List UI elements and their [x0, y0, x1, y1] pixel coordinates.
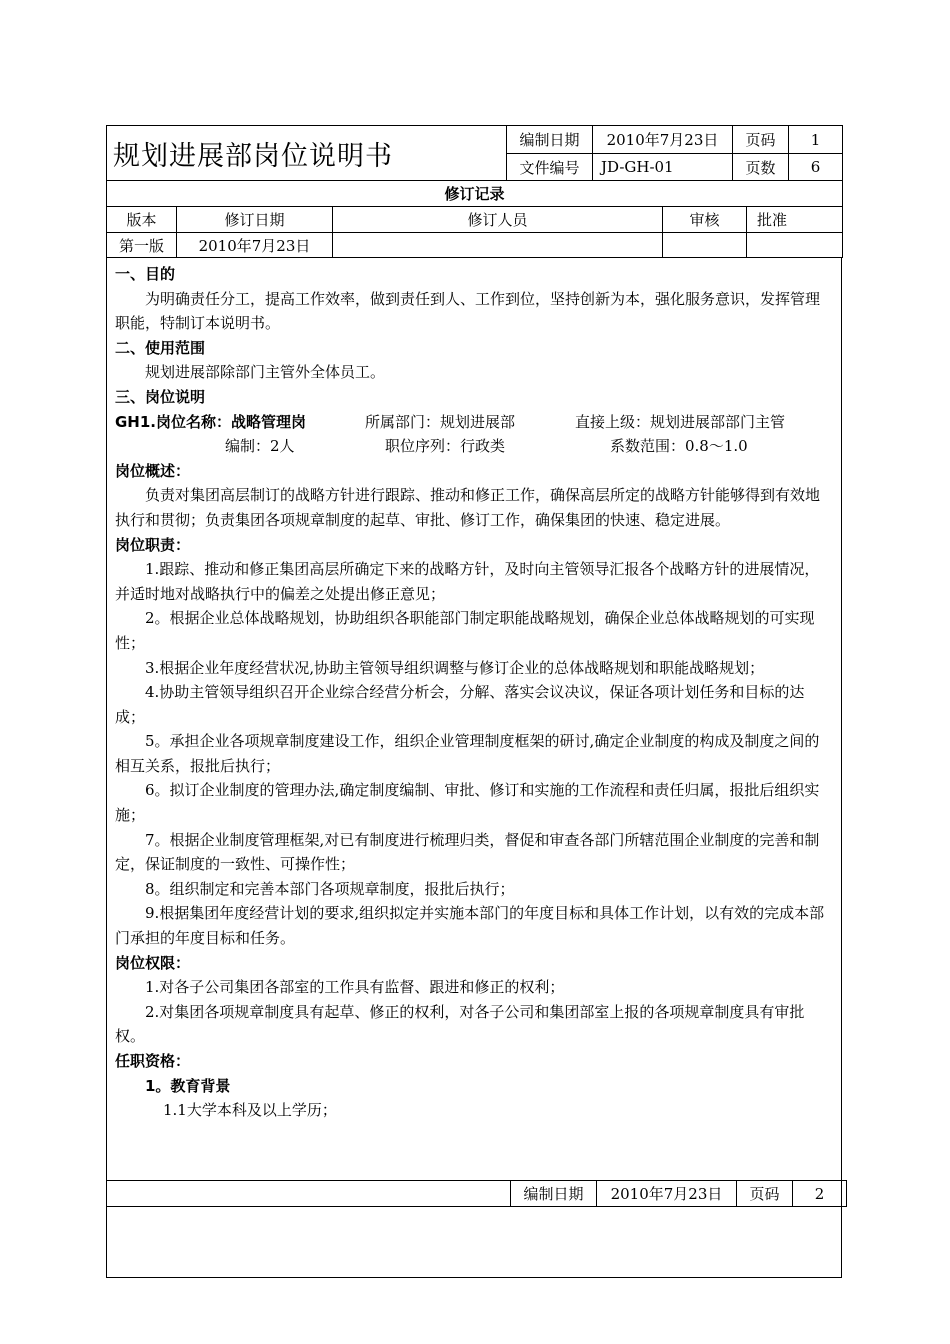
col-review: 审核	[663, 207, 747, 233]
qualification-title: 任职资格：	[115, 1052, 191, 1070]
file-no-value: JD-GH-01	[593, 154, 733, 181]
pages-label: 页数	[733, 154, 789, 181]
education-title: 1。教育背景	[145, 1076, 231, 1095]
education-item: 1.1大学本科及以上学历；	[163, 1101, 337, 1120]
duties-title: 岗位职责：	[115, 535, 191, 554]
authority-title: 岗位权限：	[115, 953, 191, 972]
section-scope-text: 规划进展部除部门主管外全体员工。	[145, 363, 386, 382]
file-no-label: 文件编号	[507, 154, 593, 181]
page-number: 1	[789, 126, 843, 154]
footer-page-number: 2	[793, 1181, 847, 1207]
col-version: 版本	[107, 207, 177, 233]
compile-date-label: 编制日期	[507, 126, 593, 154]
revision-title: 修订记录	[107, 181, 843, 207]
col-reviser: 修订人员	[333, 207, 663, 233]
page-footer	[106, 1180, 846, 1207]
post-series: 职位序列：行政类	[385, 437, 506, 456]
post-dept: 所属部门：规划进展部	[365, 412, 516, 431]
row-version: 第一版	[107, 233, 177, 258]
post-superior: 直接上级：规划进展部部门主管	[575, 412, 786, 431]
row-revision-date: 2010年7月23日	[177, 233, 333, 258]
col-revision-date: 修订日期	[177, 207, 333, 233]
post-headcount: 编制：2人	[225, 437, 295, 456]
footer-compile-date-label: 编制日期	[511, 1181, 597, 1207]
duty-item: 5。承担企业各项规章制度建设工作，组织企业管理制度框架的研讨,确定企业制度的构成及制度之间的相互关系，报批后执行；	[115, 732, 820, 775]
post-name: GH1.岗位名称：战略管理岗	[115, 412, 307, 431]
duty-item: 7。根据企业制度管理框架,对已有制度进行梳理归类，督促和审查各部门所辖范围企业制度的完善和制定，保证制度的一致性、可操作性；	[115, 830, 820, 874]
overview-text: 负责对集团高层制订的战略方针进行跟踪、推动和修正工作，确保高层所定的战略方针能够得到有效地执行和贯彻；负责集团各项规章制度的起草、审批、修订工作，确保集团的快速、稳定进展。	[115, 486, 821, 529]
row-reviser	[333, 233, 663, 258]
footer-table	[106, 1180, 847, 1207]
authority-item: 2.对集团各项规章制度具有起草、修正的权利，对各子公司和集团部室上报的各项规章制度具有审批权。	[115, 1002, 805, 1046]
document-title: 规划进展部岗位说明书	[107, 126, 507, 181]
document-body	[106, 258, 842, 1278]
duty-item: 9.根据集团年度经营计划的要求,组织拟定并实施本部门的年度目标和具体工作计划，以有效的完成本部门承担的年度目标和任务。	[115, 904, 825, 948]
revision-table	[106, 180, 843, 258]
duty-item: 8。组织制定和完善本部门各项规章制度，报批后执行；	[145, 879, 515, 898]
duty-item: 2。根据企业总体战略规划，协助组织各职能部门制定职能战略规划，确保企业总体战略规划的可实现性；	[115, 609, 815, 652]
row-review	[663, 233, 747, 258]
compile-date-value: 2010年7月23日	[593, 126, 733, 154]
footer-compile-date-value: 2010年7月23日	[597, 1181, 737, 1207]
footer-blank	[107, 1181, 511, 1207]
document-page	[106, 125, 842, 1278]
duty-item: 1.跟踪、推动和修正集团高层所确定下来的战略方针，及时向主管领导汇报各个战略方针的进展情况，并适时地对战略执行中的偏差之处提出修正意见；	[115, 560, 820, 603]
duty-item: 3.根据企业年度经营状况,协助主管领导组织调整与修订企业的总体战略规划和职能战略规划；	[145, 658, 765, 677]
section-post-title: 三、岗位说明	[115, 387, 206, 406]
footer-page-label: 页码	[737, 1181, 793, 1207]
post-info-row-2	[115, 434, 833, 459]
row-approve	[747, 233, 843, 258]
section-purpose-text: 为明确责任分工，提高工作效率，做到责任到人、工作到位，坚持创新为本，强化服务意识，发挥管理职能，特制订本说明书。	[115, 289, 821, 333]
header-table	[106, 125, 843, 181]
duty-item: 4.协助主管领导组织召开企业综合经营分析会，分解、落实会议决议，保证各项计划任务和目标的达成；	[115, 683, 805, 726]
post-coefficient: 系数范围：0.8～1.0	[610, 437, 748, 456]
overview-title: 岗位概述：	[115, 461, 191, 480]
section-purpose-title: 一、目的	[115, 265, 176, 283]
page-label: 页码	[733, 126, 789, 154]
post-info-row	[115, 410, 833, 435]
section-scope-title: 二、使用范围	[115, 338, 206, 357]
col-approve: 批准	[747, 207, 843, 233]
pages-count: 6	[789, 154, 843, 181]
authority-item: 1.对各子公司集团各部室的工作具有监督、跟进和修正的权利；	[145, 978, 565, 997]
duty-item: 6。拟订企业制度的管理办法,确定制度编制、审批、修订和实施的工作流程和责任归属，报批后组织实施；	[115, 781, 820, 825]
